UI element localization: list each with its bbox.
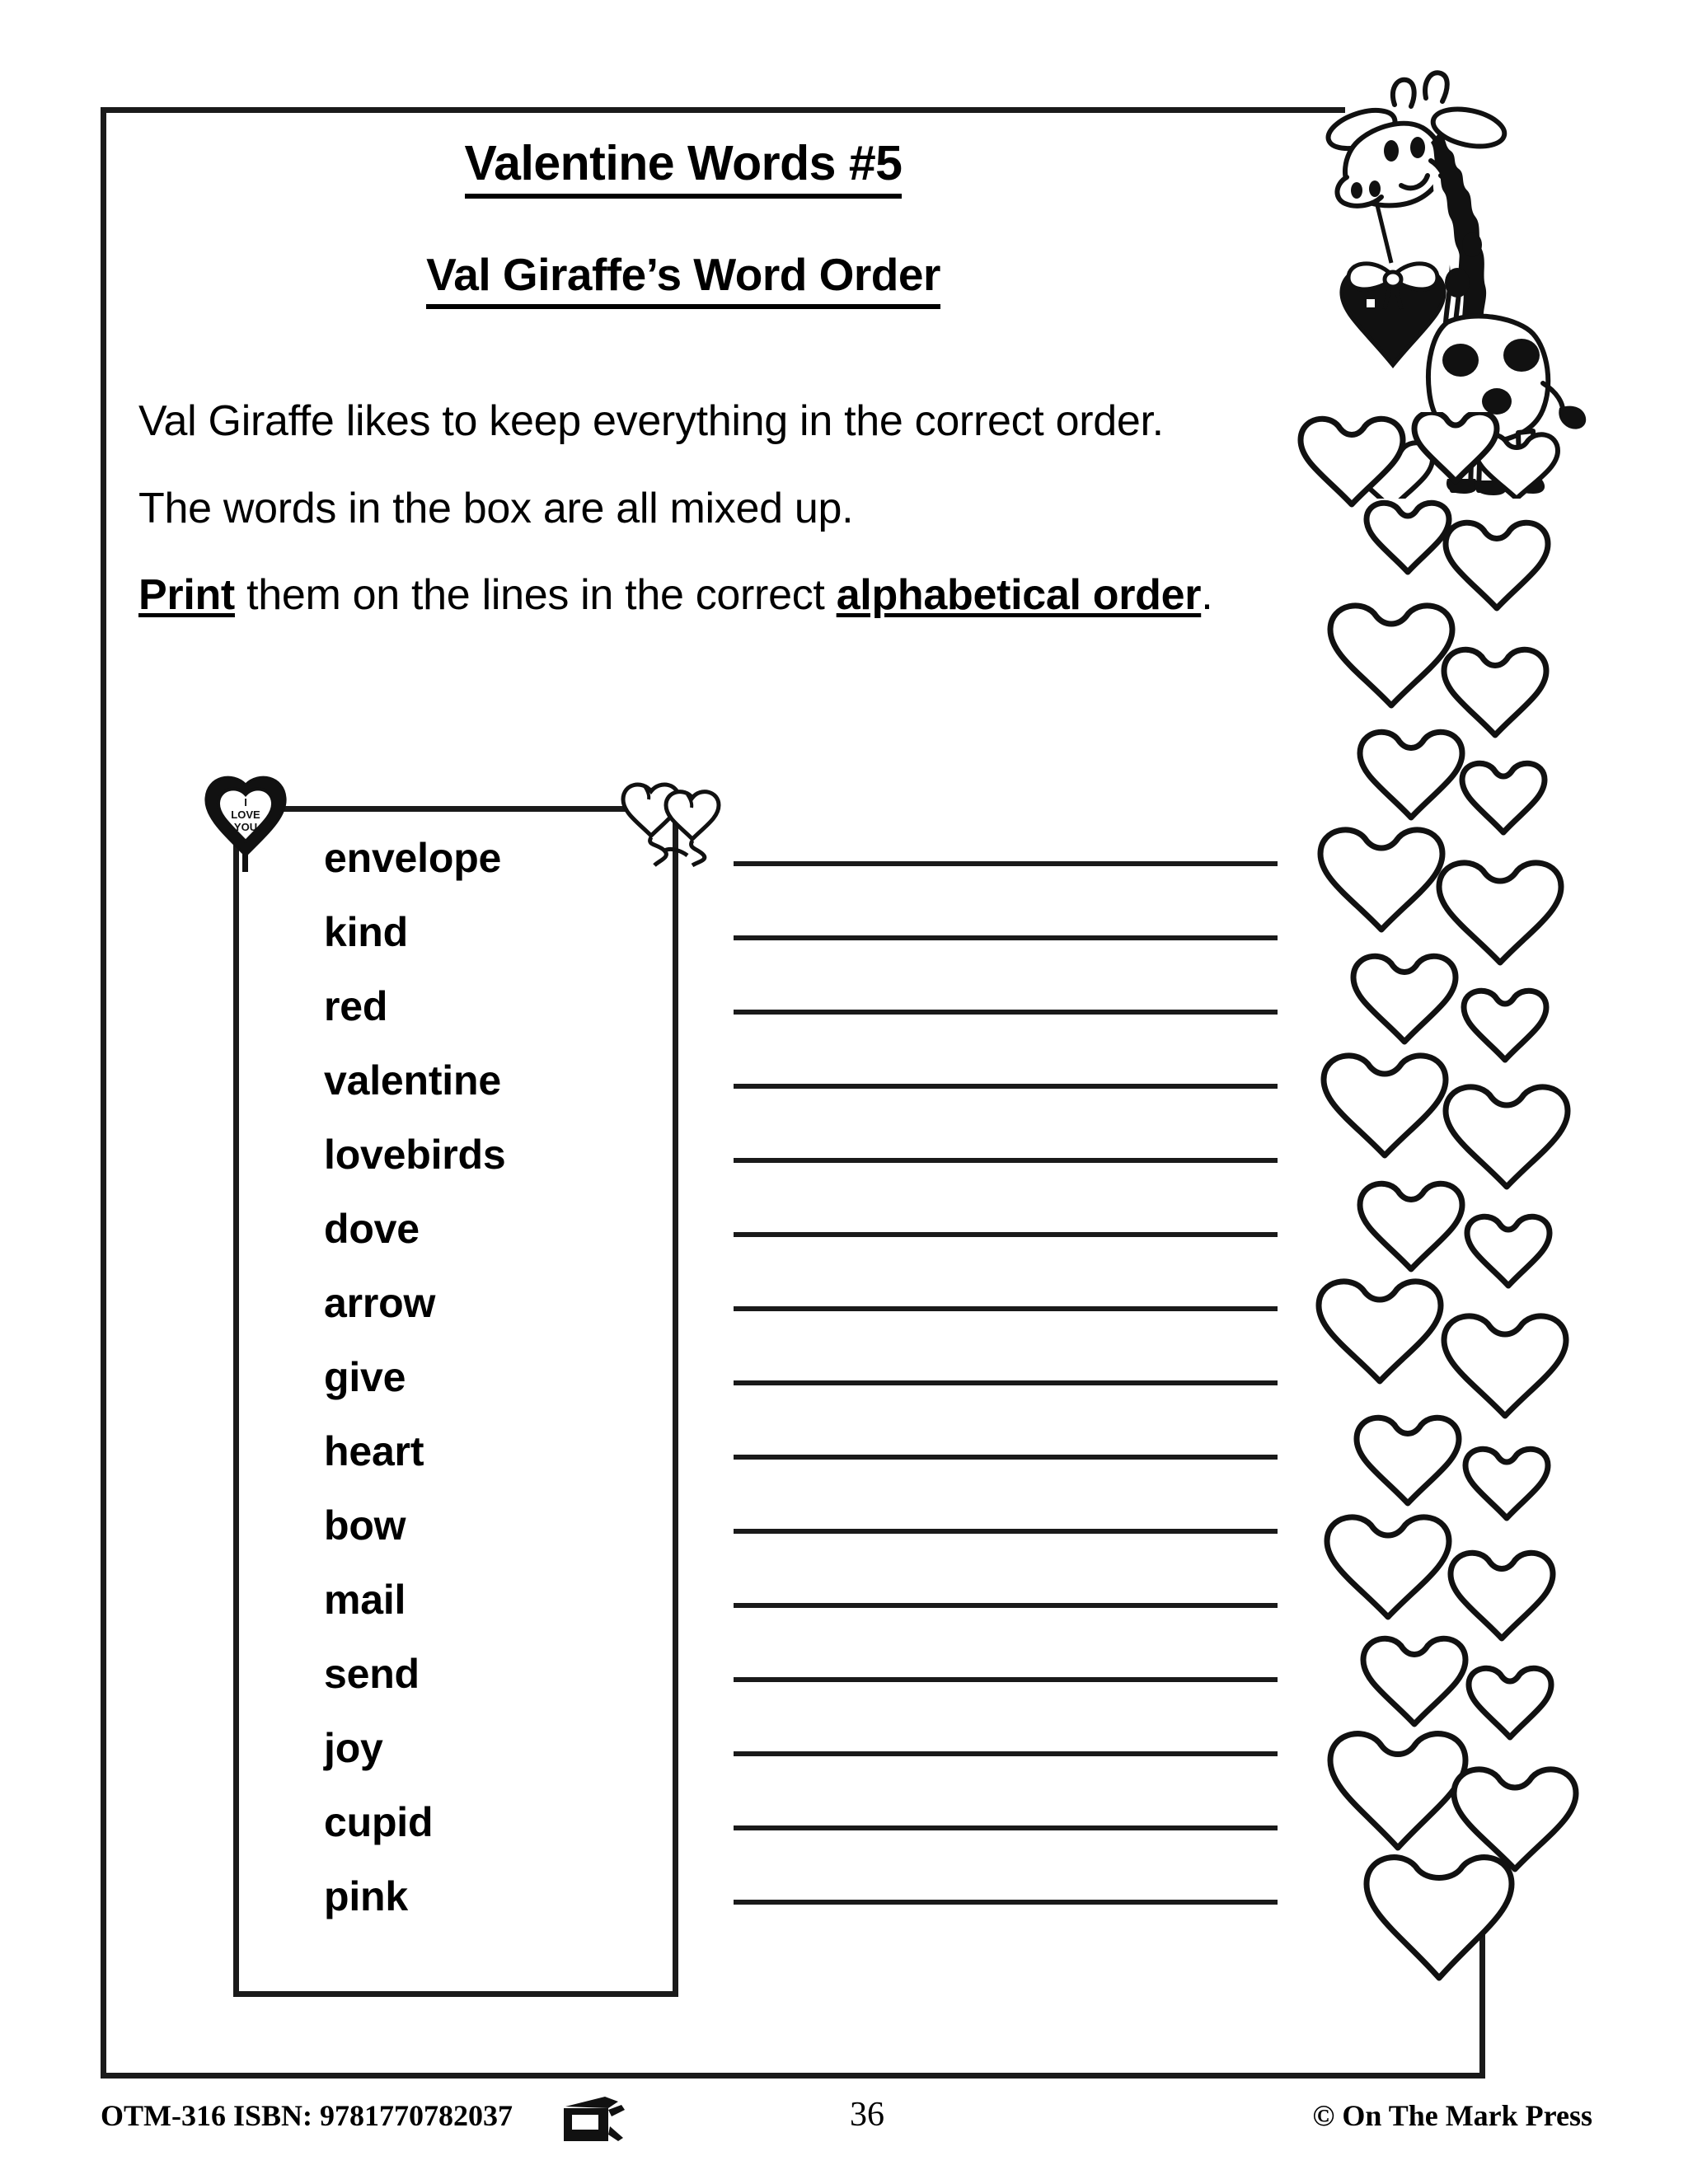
word-bank-item: valentine <box>324 1057 501 1104</box>
answer-line[interactable] <box>734 1825 1278 1830</box>
instruction-line-3-middle: them on the lines in the correct <box>234 571 837 620</box>
answer-line[interactable] <box>734 1455 1278 1460</box>
answer-line[interactable] <box>734 1677 1278 1682</box>
answer-line[interactable] <box>734 1232 1278 1237</box>
svg-text:I: I <box>244 796 247 808</box>
answer-lines-group <box>734 861 1278 1905</box>
word-bank-item: cupid <box>324 1799 434 1845</box>
answer-line[interactable] <box>734 1010 1278 1015</box>
word-bank-item: dove <box>324 1206 420 1252</box>
page-title: Valentine Words #5 <box>465 136 903 199</box>
instruction-line-1: Val Giraffe likes to keep everything in the correct order. <box>138 397 1164 445</box>
heart-border-decoration <box>1294 412 1640 1986</box>
page-border-left <box>101 107 106 2079</box>
instructions-block <box>138 394 1342 624</box>
title-block <box>106 136 1260 309</box>
lollipop-heart-icon <box>196 773 295 872</box>
svg-text:LOVE: LOVE <box>231 808 260 821</box>
answer-line[interactable] <box>734 1084 1278 1089</box>
instruction-line-2: The words in the box are all mixed up. <box>138 484 854 532</box>
instruction-print-emphasis: Print <box>138 571 235 620</box>
word-bank-item: lovebirds <box>324 1132 506 1178</box>
page-border-bottom <box>101 2073 1485 2079</box>
word-bank-item: heart <box>324 1428 424 1474</box>
word-bank-item: send <box>324 1651 420 1697</box>
word-bank-item: envelope <box>324 835 502 881</box>
answer-line[interactable] <box>734 1158 1278 1163</box>
book-icon <box>560 2093 635 2144</box>
page-subtitle: Val Giraffe’s Word Order <box>426 250 940 309</box>
word-bank-item: red <box>324 983 388 1029</box>
word-bank-item: mail <box>324 1577 406 1623</box>
answer-line[interactable] <box>734 1529 1278 1534</box>
subtitle-wrap <box>106 250 1260 309</box>
instruction-line-3 <box>138 568 1342 624</box>
instruction-line-3-end: . <box>1201 571 1213 620</box>
word-bank-item: bow <box>324 1502 406 1549</box>
footer-product-code: OTM-316 ISBN: 9781770782037 <box>101 2099 513 2132</box>
page-number: 36 <box>850 2096 884 2134</box>
word-bank-item: pink <box>324 1873 408 1919</box>
answer-line[interactable] <box>734 1751 1278 1756</box>
word-bank-item: joy <box>324 1725 383 1771</box>
answer-line[interactable] <box>734 935 1278 940</box>
answer-line[interactable] <box>734 1306 1278 1311</box>
answer-line[interactable] <box>734 1900 1278 1905</box>
page-footer <box>101 2093 1592 2151</box>
word-bank-item: kind <box>324 909 408 955</box>
footer-copyright: © On The Mark Press <box>1312 2099 1592 2132</box>
answer-line[interactable] <box>734 861 1278 866</box>
word-bank-item: give <box>324 1354 406 1400</box>
answer-line[interactable] <box>734 1380 1278 1385</box>
heart-balloons-icon <box>617 773 732 876</box>
answer-line[interactable] <box>734 1603 1278 1608</box>
instruction-alphabetical-emphasis: alphabetical order <box>836 571 1202 620</box>
word-bank-list <box>233 806 678 1997</box>
page-border-top <box>101 107 1345 113</box>
svg-text:YOU: YOU <box>233 821 258 833</box>
word-bank-item: arrow <box>324 1280 436 1326</box>
